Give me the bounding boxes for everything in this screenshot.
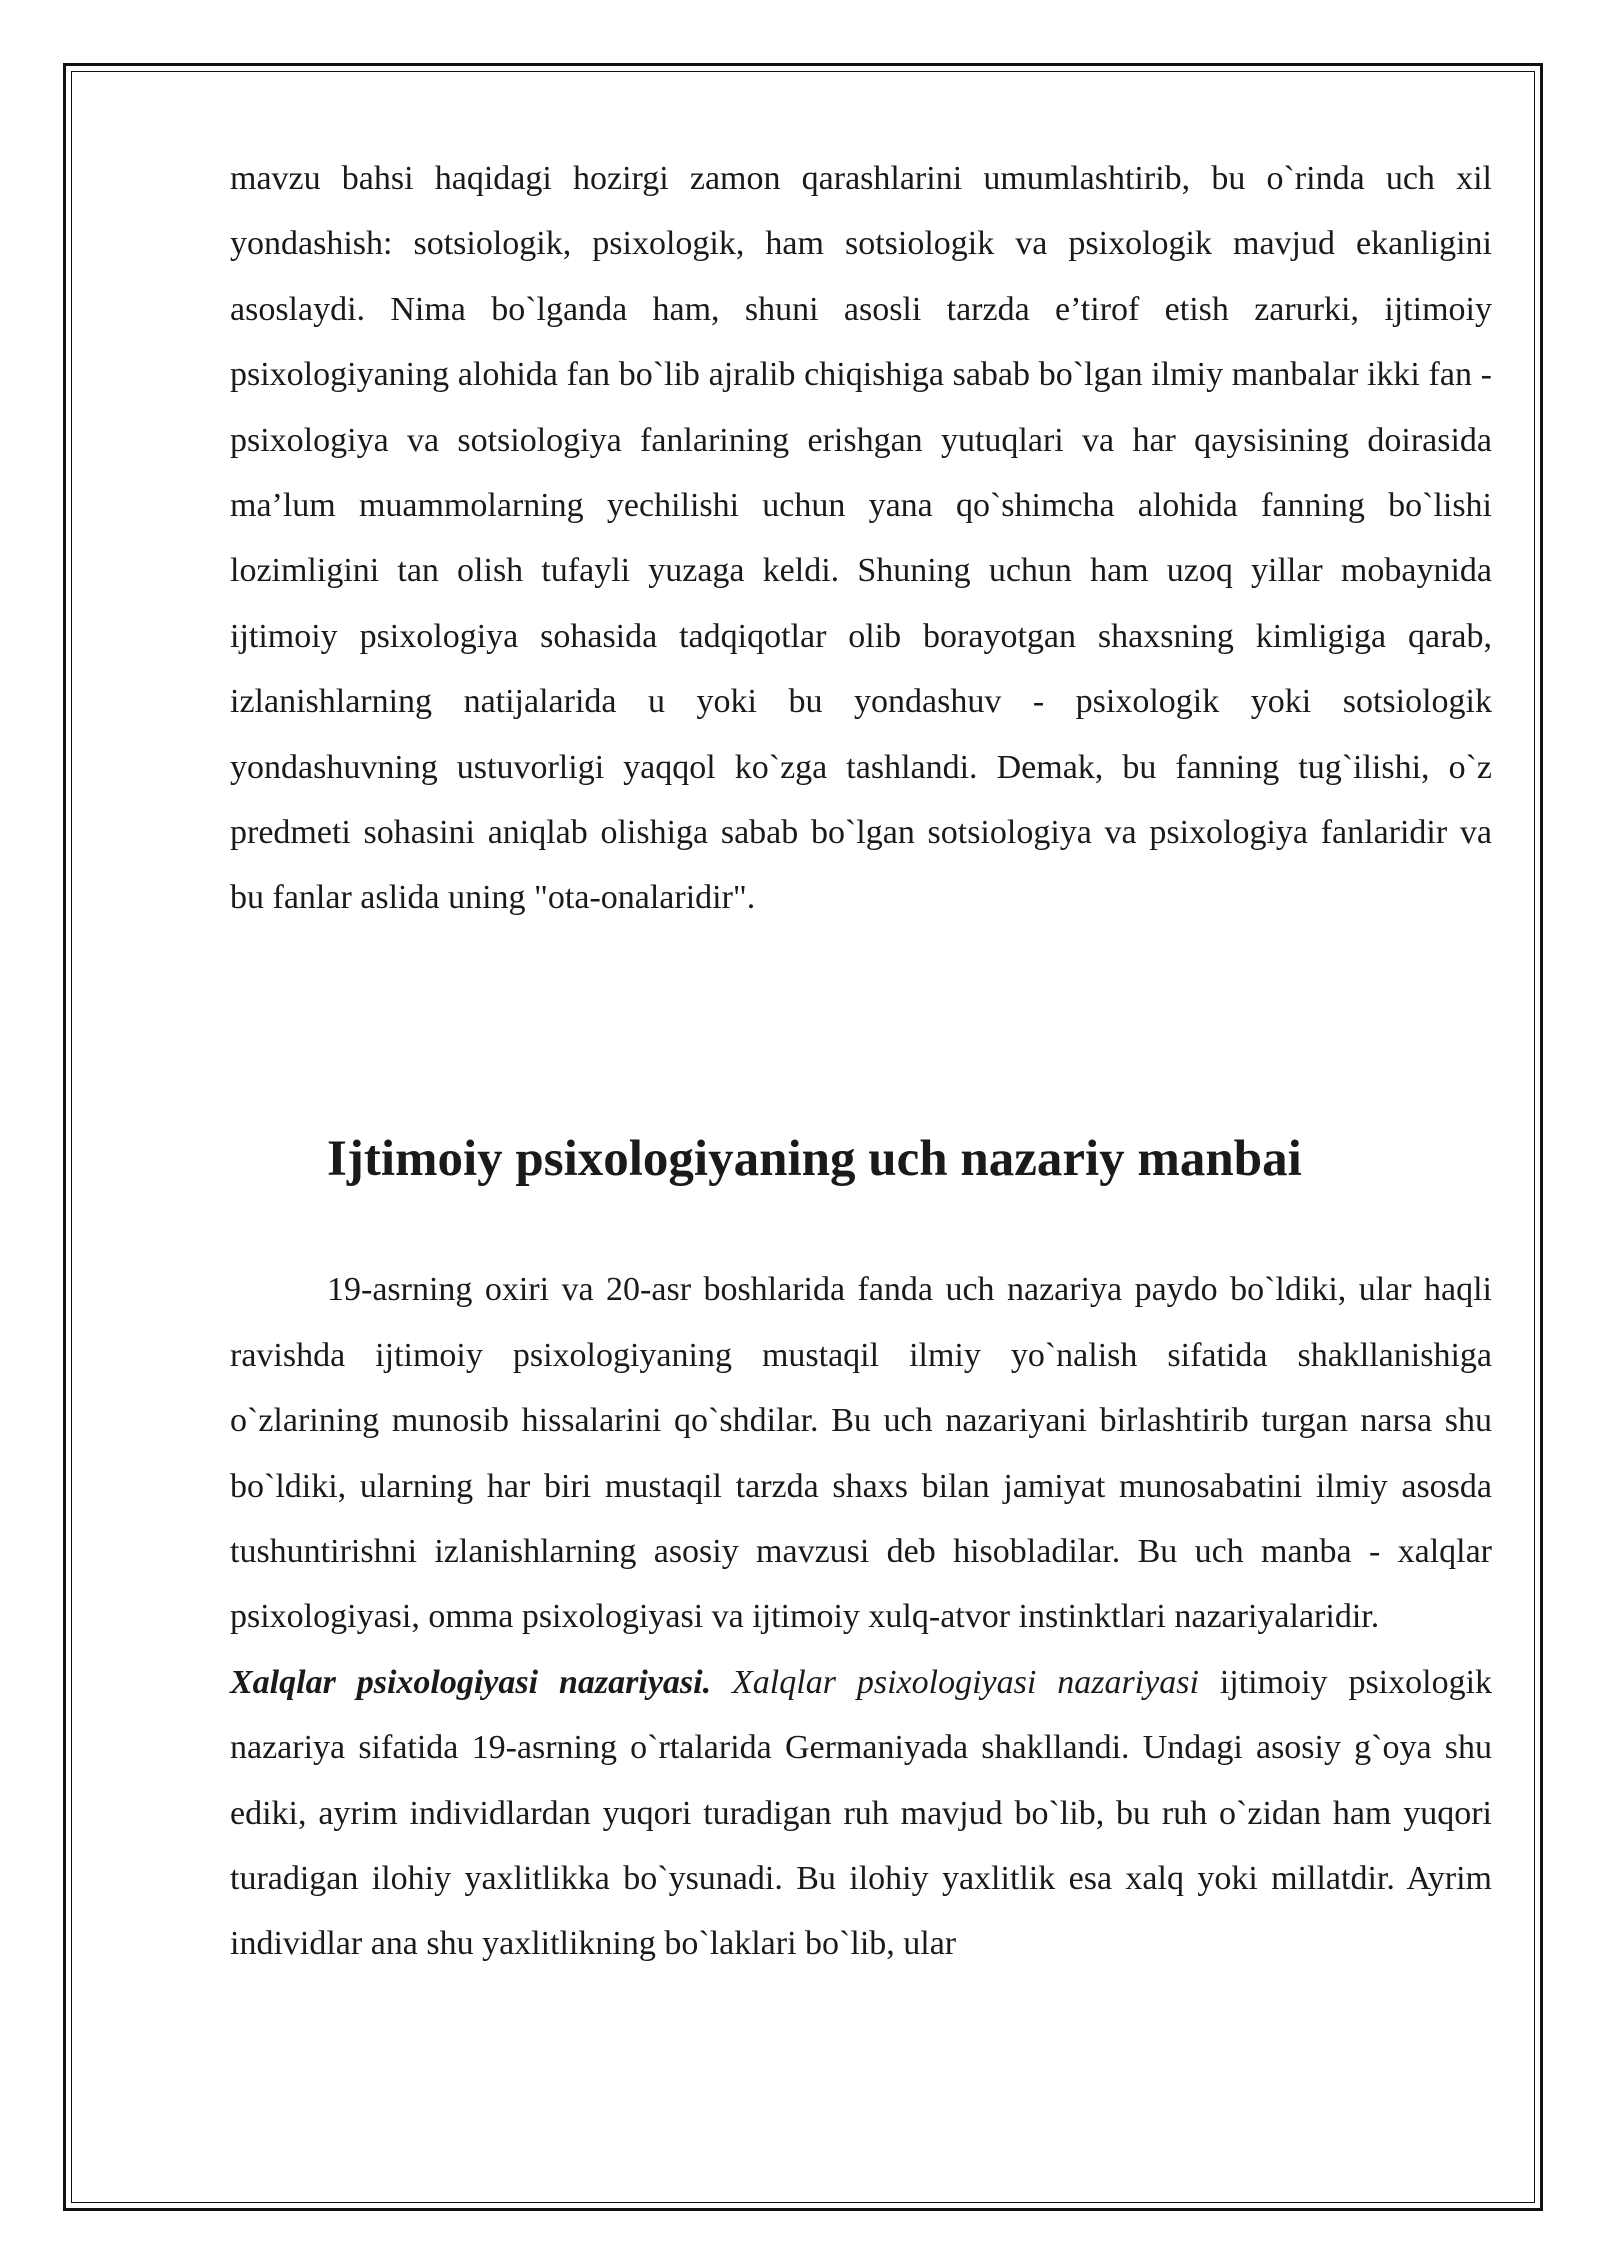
spacer xyxy=(230,1192,1492,1257)
section-heading: Ijtimoiy psixologiyaning uch nazariy manbai xyxy=(327,1130,1302,1187)
paragraph-intro: mavzu bahsi haqidagi hozirgi zamon qarashlarini umumlashtirib, bu o`rinda uch xil yondashish: sotsiologik, psixologik, ham sotsiologik va psixologik mavjud ekanligini asoslaydi. Nima bo`lganda ham, shuni asosli tarzda e’tirof etish zarurki, ijtimoiy psixologiyaning alohida fan bo`lib ajralib chiqishiga sabab bo`lgan ilmiy manbalar ikki fan - psixologiya va sotsiologiya fanlarining erishgan yutuqlari va har qaysisining doirasida ma’lum muammolarning yechilishi uchun yana qo`shimcha alohida fanning bo`lishi lozimligini tan olish tufayli yuzaga keldi. Shuning uchun ham uzoq yillar mobaynida ijtimoiy psixologiya sohasida tadqiqotlar olib borayotgan shaxsning kimligiga qarab, izlanishlarning natijalarida u yoki bu yondashuv - psixologik yoki sotsiologik yondashuvning ustuvorligi yaqqol ko`zga tashlandi. Demak, bu fanning tug`ilishi, o`z predmeti sohasini aniqlab olishiga sabab bo`lgan sotsiologiya va psixologiya fanlaridir va bu fanlar aslida uning "ota-onalaridir". xyxy=(230,160,1492,917)
document-body xyxy=(230,146,1492,1977)
paragraph-theories: 19-asrning oxiri va 20-asr boshlarida fanda uch nazariya paydo bo`ldiki, ular haqli ravishda ijtimoiy psixologiyaning mustaqil ilmiy yo`nalish sifatida shakllanishiga o`zlarining munosib hissalarini qo`shdilar. Bu uch nazariyani birlashtirib turgan narsa shu bo`ldiki, ularning har biri mustaqil tarzda shaxs bilan jamiyat munosabatini ilmiy asosda tushuntirishni izlanishlarning asosiy mavzusi deb hisobladilar. Bu uch manba - xalqlar psixologiyasi, omma psixologiyasi va ijtimoiy xulq-atvor instinktlari nazariyalaridir. xyxy=(230,1271,1492,1636)
term-italic: Xalqlar psixologiyasi nazariyasi xyxy=(732,1663,1199,1701)
term-heading-bold-italic: Xalqlar psixologiyasi nazariyasi. xyxy=(230,1663,712,1701)
paragraph-text: ijtimoiy psixologik nazariya sifatida 19-asrning o`rtalarida Germaniyada shakllandi. Undagi asosiy g`oya shu ediki, ayrim individlardan yuqori turadigan ruh mavjud bo`lib, bu ruh o`zidan ham yuqori turadigan ilohiy yaxlitlikka bo`ysunadi. Bu ilohiy yaxlitlik esa xalq yoki millatdir. Ayrim individlar ana shu yaxlitlikning bo`laklari bo`lib, ular xyxy=(230,1663,1493,1963)
spacer xyxy=(230,931,1492,1127)
paragraph-folk-psychology xyxy=(230,1650,1492,1977)
